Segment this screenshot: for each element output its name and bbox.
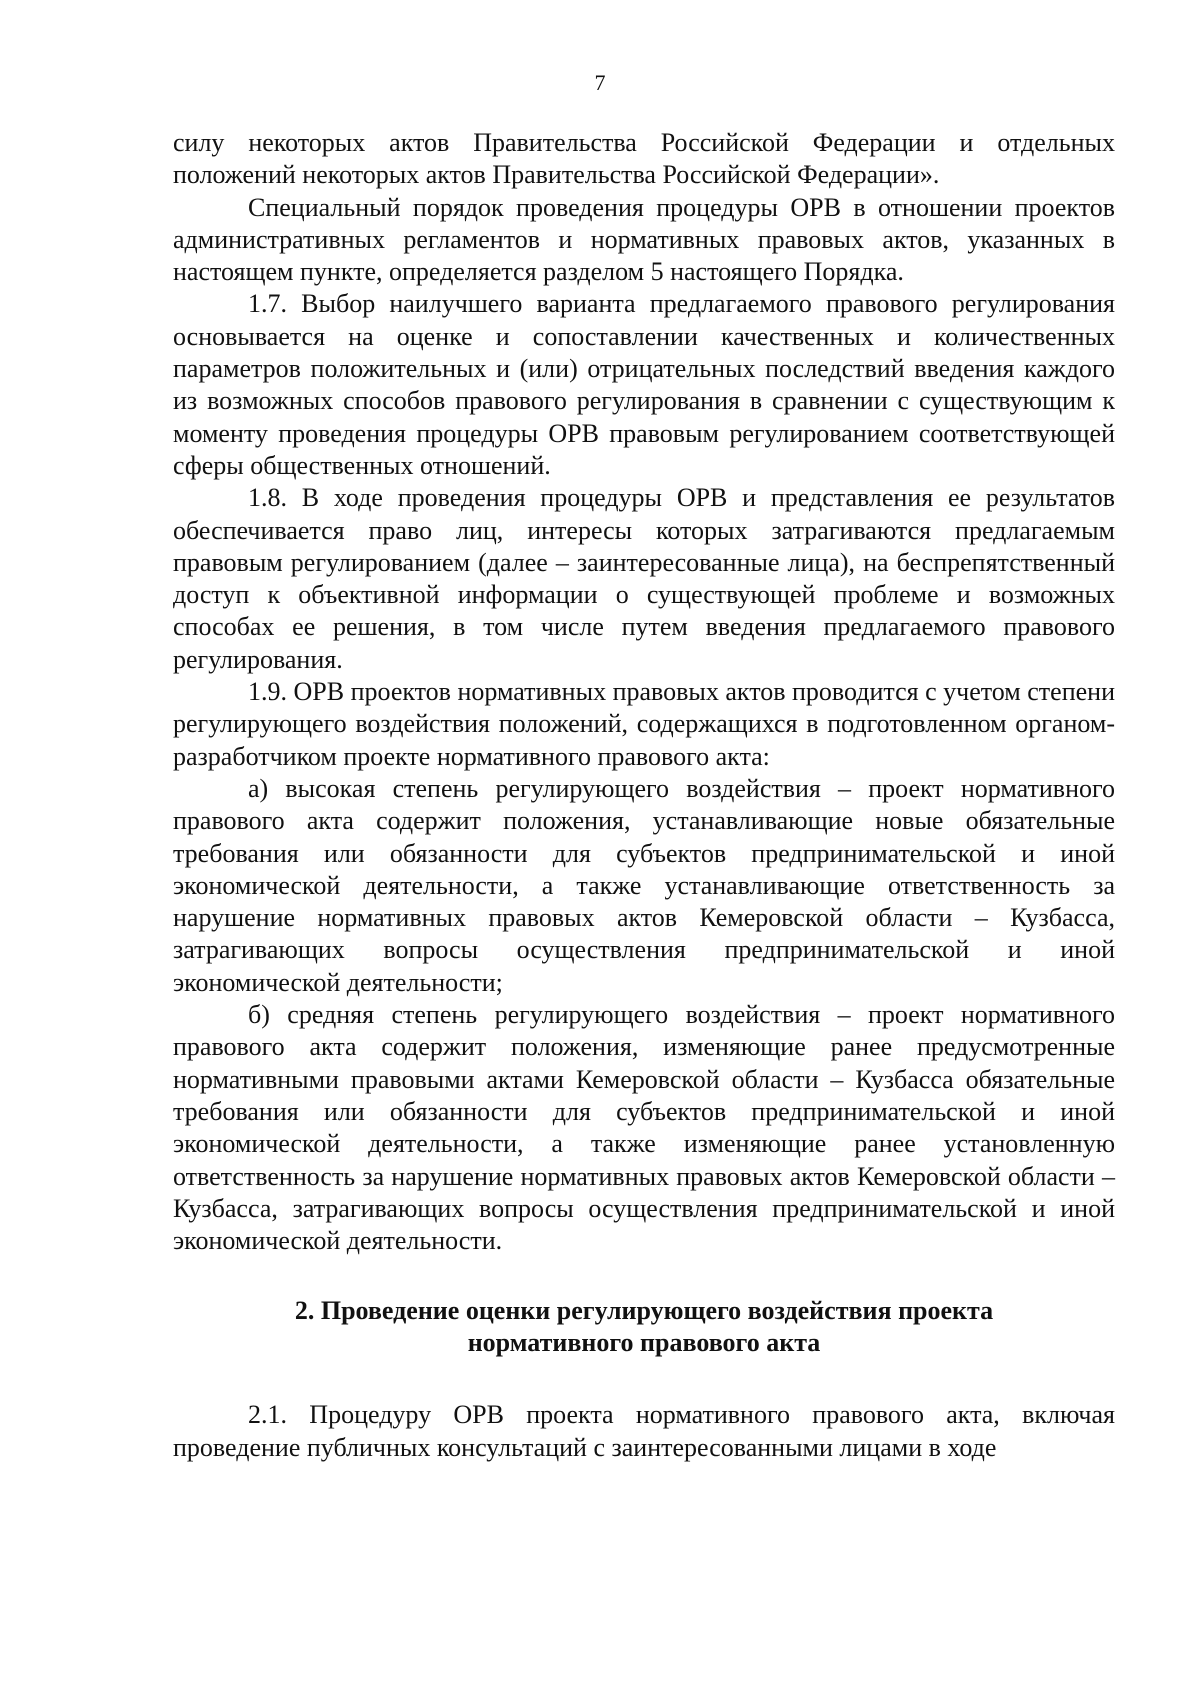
- section-title-line-1: 2. Проведение оценки регулирующего воздействия проекта: [294, 1296, 994, 1326]
- paragraph-1-8: 1.8. В ходе проведения процедуры ОРВ и представления ее результатов обеспечивается право лиц, интересы которых затрагиваются предлагаемым правовым регулированием (далее – заинтересованные лица), на беспрепятственный доступ к объективной информации о существующей проблеме и возможных способах ее решения, в том числе путем введения предлагаемого правового регулирования.: [173, 483, 1115, 674]
- paragraph-1-9-a: а) высокая степень регулирующего воздействия – проект нормативного правового акта содержит положения, устанавливающие новые обязательные требования или обязанности для субъектов предпринимательской и иной экономической деятельности, а также устанавливающие ответственность за нарушение нормативных правовых актов Кемеровской области – Кузбасса, затрагивающих вопросы осуществления предпринимательской и иной экономической деятельности;: [173, 773, 1115, 997]
- paragraph-1-9-b: б) средняя степень регулирующего воздействия – проект нормативного правового акта содержит положения, изменяющие ранее предусмотренные нормативными правовыми актами Кемеровской области – Кузбасса обязательные требования или обязанности для субъектов предпринимательской и иной экономической деятельности, а также изменяющие ранее установленную ответственность за нарушение нормативных правовых актов Кемеровской области – Кузбасса, затрагивающих вопросы осуществления предпринимательской и иной экономической деятельности.: [173, 1000, 1115, 1256]
- spacer: [173, 1359, 1115, 1399]
- paragraph-special-procedure: Специальный порядок проведения процедуры ОРВ в отношении проектов административных регламентов и нормативных правовых актов, указанных в настоящем пункте, определяется разделом 5 настоящего Порядка.: [173, 192, 1115, 287]
- paragraph-2-1: 2.1. Процедуру ОРВ проекта нормативного правового акта, включая проведение публичных консультаций с заинтересованными лицами в ходе: [173, 1400, 1115, 1462]
- paragraph-1-7: 1.7. Выбор наилучшего варианта предлагаемого правового регулирования основывается на оценке и сопоставлении качественных и количественных параметров положительных и (или) отрицательных последствий введения каждого из возможных способов правового регулирования в сравнении с существующим к моменту проведения процедуры ОРВ правовым регулированием соответствующей сферы общественных отношений.: [173, 289, 1115, 480]
- document-body: [173, 127, 1115, 1464]
- section-2-title: [173, 1295, 1115, 1359]
- section-title-line-2: нормативного правового акта: [467, 1328, 821, 1358]
- paragraph-continuation: силу некоторых актов Правительства Российской Федерации и отдельных положений некоторых актов Правительства Российской Федерации».: [173, 128, 1115, 190]
- page-number: 7: [594, 70, 606, 95]
- spacer: [173, 1257, 1115, 1295]
- paragraph-1-9: 1.9. ОРВ проектов нормативных правовых актов проводится с учетом степени регулирующего воздействия положений, содержащихся в подготовленном органом-разработчиком проекте нормативного правового акта:: [173, 677, 1115, 771]
